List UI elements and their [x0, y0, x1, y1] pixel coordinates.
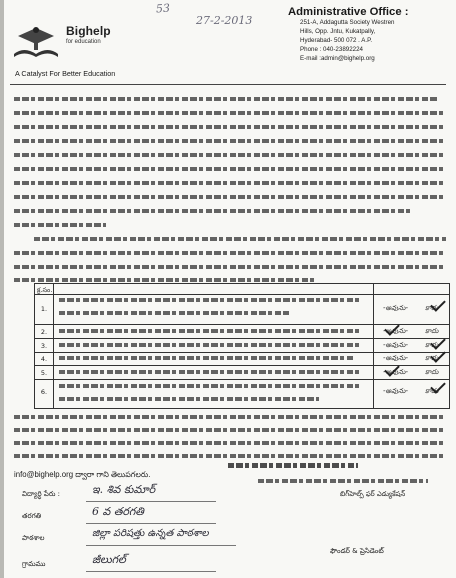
answer-yes: -అవును-: [383, 304, 408, 312]
answer-yes: -అవును-: [383, 354, 408, 362]
bighelp-logo-icon: [10, 24, 62, 60]
student-name-label: విద్యార్ధి పేరు :: [22, 490, 60, 498]
row-number: 6.: [40, 388, 48, 396]
answer-yes: -అవును-: [383, 327, 408, 335]
row-number: 1.: [40, 305, 48, 313]
row-number: 3.: [40, 342, 48, 350]
school-value: జిల్లా పరిషత్తు ఉన్నత పాఠశాల: [92, 528, 209, 539]
email-line: info@bighelp.org ద్వారా గాని తెలుపగలరు.: [14, 470, 151, 479]
row-number: 5.: [40, 369, 48, 377]
brand-subtitle: for education: [66, 39, 101, 45]
founder-title: ఫౌండర్ & ప్రెసిడెంట్: [330, 547, 384, 555]
answer-no: కాదు: [425, 304, 439, 312]
school-label: పాఠశాల: [22, 534, 45, 542]
tagline: A Catalyst For Better Education: [15, 69, 116, 78]
answer-no: కాదు: [425, 387, 439, 395]
answer-no: కాదు: [425, 341, 439, 349]
survey-table: [34, 283, 450, 409]
class-label: తరగతి: [22, 512, 42, 520]
answer-no: కాదు: [425, 354, 439, 362]
serial-header: క్ర.సం.: [37, 286, 53, 294]
office-line: Hyderabad- 500 072 . A.P.: [300, 37, 373, 44]
check-mark-icon: [430, 378, 446, 394]
office-line: Hills, Opp. Jntu, Kukatpally,: [300, 28, 376, 35]
row-number: 2.: [40, 328, 48, 336]
brand-name: Bighelp: [66, 24, 111, 38]
signature-org: బిగ్‌హెల్ప్ ఫర్ ఎడ్యుకేషన్: [340, 490, 406, 498]
answer-no: కాదు: [425, 327, 439, 335]
row-number: 4.: [40, 355, 48, 363]
answer-yes: -అవును-: [383, 341, 408, 349]
check-mark-icon: [430, 296, 446, 312]
village-value: జీలుగల్: [92, 553, 126, 566]
village-label: గ్రామము: [22, 560, 46, 568]
handwritten-reference-number: 53: [155, 1, 171, 16]
office-line: Phone : 040-23892224: [300, 46, 363, 53]
brand-block: [66, 24, 111, 45]
office-line: E-mail :admin@bighelp.org: [300, 55, 375, 62]
office-line: 251-A, Addagutta Society Westren: [300, 19, 395, 26]
answer-no: కాదు: [425, 368, 439, 376]
student-name-value: ఇ. శివ కుమార్: [92, 483, 156, 496]
class-value: 6 వ తరగతి: [92, 505, 144, 518]
answer-yes: -అవును-: [383, 387, 408, 395]
header-divider: [10, 84, 446, 85]
answer-yes: -అవును-: [383, 368, 408, 376]
scan-edge: [0, 0, 4, 578]
office-title: Administrative Office :: [288, 6, 409, 18]
handwritten-date: 27-2-2013: [196, 14, 253, 27]
office-address: [288, 6, 448, 63]
